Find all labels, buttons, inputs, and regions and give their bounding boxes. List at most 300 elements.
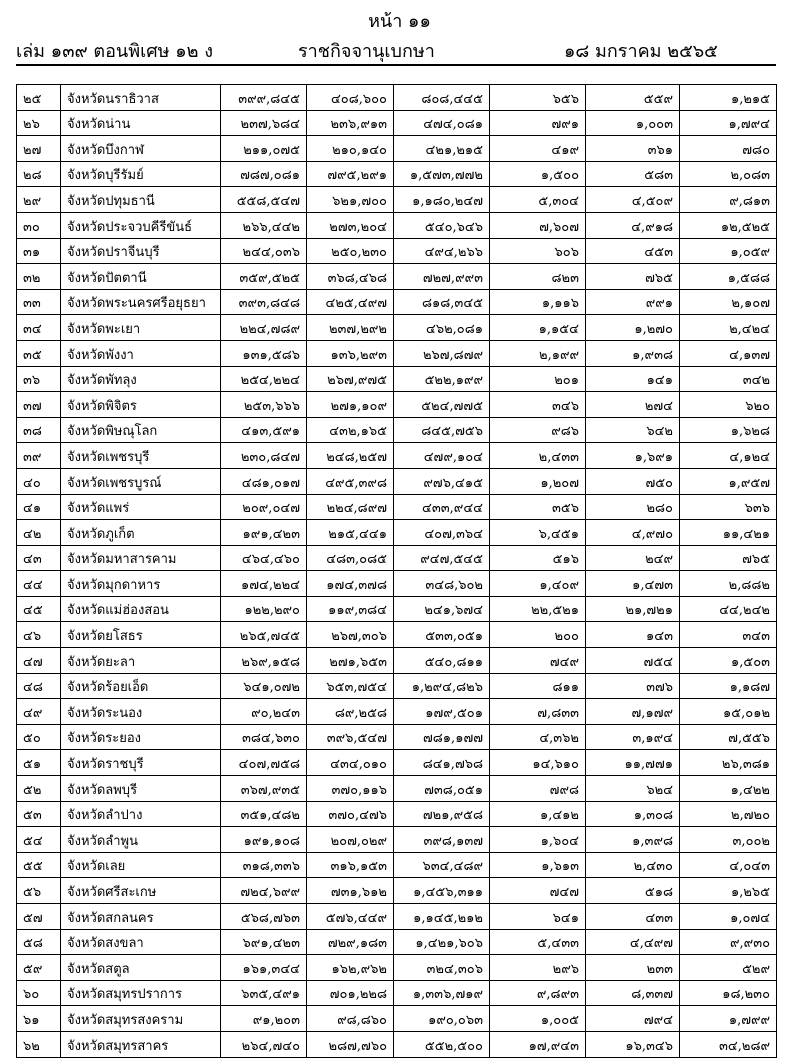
- province-name: จังหวัดยะลา: [61, 648, 221, 674]
- value-cell: ๕๑๖: [490, 545, 586, 571]
- value-cell: ๑,๔๕๖,๓๑๑: [394, 878, 490, 904]
- value-cell: ๒๖๕,๗๔๕: [221, 622, 307, 648]
- value-cell: ๒๔๘,๒๕๗: [307, 443, 394, 469]
- value-cell: ๗,๑๗๙: [586, 699, 680, 725]
- value-cell: ๑,๓๙๘: [586, 827, 680, 853]
- row-number: ๕๗: [17, 904, 61, 930]
- value-cell: ๔๙๕,๓๙๘: [307, 468, 394, 494]
- value-cell: ๘๒๓: [490, 264, 586, 290]
- province-name: จังหวัดบุรีรัมย์: [61, 161, 221, 187]
- row-number: ๕๕: [17, 852, 61, 878]
- value-cell: ๓๔๓: [680, 622, 777, 648]
- value-cell: ๒๑๕,๔๔๑: [307, 520, 394, 546]
- value-cell: ๒๑,๗๒๑: [586, 596, 680, 622]
- row-number: ๓๙: [17, 443, 61, 469]
- value-cell: ๑๖๒,๙๖๒: [307, 955, 394, 981]
- value-cell: ๑๔๑: [586, 366, 680, 392]
- value-cell: ๔๔,๒๔๒: [680, 596, 777, 622]
- value-cell: ๒,๑๐๗: [680, 289, 777, 315]
- table-row: [17, 1031, 777, 1057]
- value-cell: ๒,๔๒๔: [680, 315, 777, 341]
- table-row: [17, 494, 777, 520]
- value-cell: ๙,๙๓๐: [680, 929, 777, 955]
- table-row: [17, 955, 777, 981]
- value-cell: ๔๒๑,๒๑๕: [394, 136, 490, 162]
- row-number: ๓๖: [17, 366, 61, 392]
- value-cell: ๘๔๕,๗๕๖: [394, 417, 490, 443]
- province-name: จังหวัดระนอง: [61, 699, 221, 725]
- value-cell: ๒๓๗,๒๙๒: [307, 315, 394, 341]
- value-cell: ๕๒๔,๗๗๕: [394, 392, 490, 418]
- value-cell: ๔๑๙: [490, 136, 586, 162]
- value-cell: ๔๒๕,๔๙๗: [307, 289, 394, 315]
- province-name: จังหวัดพะเยา: [61, 315, 221, 341]
- table-row: [17, 161, 777, 187]
- value-cell: ๗๙๘: [490, 776, 586, 802]
- value-cell: ๕๗๖,๔๔๙: [307, 904, 394, 930]
- table-row: [17, 827, 777, 853]
- table-row: [17, 289, 777, 315]
- value-cell: ๑,๑๑๖: [490, 289, 586, 315]
- value-cell: ๓๖๘,๔๖๘: [307, 264, 394, 290]
- table-row: [17, 136, 777, 162]
- value-cell: ๖๓๖: [680, 494, 777, 520]
- value-cell: ๗๕๐: [586, 468, 680, 494]
- value-cell: ๒๐๑: [490, 366, 586, 392]
- province-name: จังหวัดสมุทรปราการ: [61, 980, 221, 1006]
- value-cell: ๔,๑๒๔: [680, 443, 777, 469]
- province-name: จังหวัดสมุทรสาคร: [61, 1031, 221, 1057]
- table-row: [17, 980, 777, 1006]
- value-cell: ๔,๐๔๓: [680, 852, 777, 878]
- province-name: จังหวัดภูเก็ต: [61, 520, 221, 546]
- value-cell: ๑,๖๑๓: [490, 852, 586, 878]
- volume-info: เล่ม ๑๓๙ ตอนพิเศษ ๑๒ ง: [16, 41, 214, 62]
- value-cell: ๑,๕๐๐: [490, 161, 586, 187]
- value-cell: ๕๒๙: [680, 955, 777, 981]
- row-number: ๓๕: [17, 340, 61, 366]
- value-cell: ๑,๑๕๔: [490, 315, 586, 341]
- value-cell: ๑,๒๙๔,๘๒๖: [394, 673, 490, 699]
- province-name: จังหวัดพระนครศรีอยุธยา: [61, 289, 221, 315]
- value-cell: ๖๕๓,๗๕๔: [307, 673, 394, 699]
- value-cell: ๗๘๐: [680, 136, 777, 162]
- value-cell: ๒๔๑,๖๗๔: [394, 596, 490, 622]
- value-cell: ๓๕๖: [490, 494, 586, 520]
- province-name: จังหวัดสมุทรสงคราม: [61, 1006, 221, 1032]
- value-cell: ๒,๔๓๓: [490, 443, 586, 469]
- value-cell: ๗๖๕: [680, 545, 777, 571]
- value-cell: ๒,๑๙๙: [490, 340, 586, 366]
- province-name: จังหวัดราชบุรี: [61, 750, 221, 776]
- value-cell: ๔๐๗,๓๖๔: [394, 520, 490, 546]
- table-row: [17, 596, 777, 622]
- province-name: จังหวัดเลย: [61, 852, 221, 878]
- value-cell: ๒๓๓: [586, 955, 680, 981]
- value-cell: ๗,๘๓๓: [490, 699, 586, 725]
- value-cell: ๖๓๕,๔๙๑: [221, 980, 307, 1006]
- value-cell: ๒๒,๕๒๑: [490, 596, 586, 622]
- value-cell: ๔,๙๑๘: [586, 212, 680, 238]
- province-name: จังหวัดแพร่: [61, 494, 221, 520]
- row-number: ๒๖: [17, 110, 61, 136]
- row-number: ๒๕: [17, 85, 61, 111]
- value-cell: ๑,๐๕๙: [680, 238, 777, 264]
- value-cell: ๑,๗๙๔: [680, 110, 777, 136]
- value-cell: ๒๔๙: [586, 545, 680, 571]
- value-cell: ๒๐๙,๐๔๗: [221, 494, 307, 520]
- table-row: [17, 110, 777, 136]
- value-cell: ๒๗๓,๒๐๔: [307, 212, 394, 238]
- value-cell: ๕๕๙: [586, 85, 680, 111]
- value-cell: ๒๕๔,๒๒๔: [221, 366, 307, 392]
- province-name: จังหวัดน่าน: [61, 110, 221, 136]
- value-cell: ๔๑๓,๕๙๑: [221, 417, 307, 443]
- row-number: ๓๒: [17, 264, 61, 290]
- row-number: ๓๑: [17, 238, 61, 264]
- row-number: ๕๑: [17, 750, 61, 776]
- value-cell: ๔๐๘,๖๐๐: [307, 85, 394, 111]
- value-cell: ๓๔,๒๘๙: [680, 1031, 777, 1057]
- value-cell: ๓,๐๐๒: [680, 827, 777, 853]
- value-cell: ๙๐,๒๔๓: [221, 699, 307, 725]
- value-cell: ๑๙๑,๑๐๘: [221, 827, 307, 853]
- province-name: จังหวัดพิษณุโลก: [61, 417, 221, 443]
- value-cell: ๗๒๙,๑๘๓: [307, 929, 394, 955]
- value-cell: ๖๐๖: [490, 238, 586, 264]
- row-number: ๕๘: [17, 929, 61, 955]
- value-cell: ๒๑๑,๐๗๕: [221, 136, 307, 162]
- value-cell: ๖๒๐: [680, 392, 777, 418]
- value-cell: ๗๓๑,๖๑๒: [307, 878, 394, 904]
- value-cell: ๙๘,๘๖๐: [307, 1006, 394, 1032]
- value-cell: ๖๕๖: [490, 85, 586, 111]
- value-cell: ๗๘๑,๑๗๗: [394, 724, 490, 750]
- value-cell: ๑๒,๕๒๕: [680, 212, 777, 238]
- value-cell: ๒๖๗,๙๗๕: [307, 366, 394, 392]
- value-cell: ๕๔๐,๘๑๑: [394, 648, 490, 674]
- value-cell: ๑,๗๙๙: [680, 1006, 777, 1032]
- value-cell: ๔๐๗,๗๕๘: [221, 750, 307, 776]
- value-cell: ๒๖๗,๘๗๙: [394, 340, 490, 366]
- value-cell: ๓๖๑: [586, 136, 680, 162]
- table-row: [17, 187, 777, 213]
- value-cell: ๑๖,๓๔๖: [586, 1031, 680, 1057]
- value-cell: ๕,๓๐๔: [490, 187, 586, 213]
- province-name: จังหวัดสตูล: [61, 955, 221, 981]
- value-cell: ๑๓๖,๒๙๓: [307, 340, 394, 366]
- table-row: [17, 929, 777, 955]
- value-cell: ๒,๐๘๓: [680, 161, 777, 187]
- value-cell: ๑,๕๘๘: [680, 264, 777, 290]
- table-row: [17, 520, 777, 546]
- value-cell: ๒๓๐,๘๔๗: [221, 443, 307, 469]
- value-cell: ๒๗๑,๑๐๙: [307, 392, 394, 418]
- value-cell: ๑,๖๙๑: [586, 443, 680, 469]
- value-cell: ๑,๕๗๓,๗๗๒: [394, 161, 490, 187]
- value-cell: ๑๗๔,๓๗๘: [307, 571, 394, 597]
- row-number: ๕๓: [17, 801, 61, 827]
- row-number: ๖๐: [17, 980, 61, 1006]
- value-cell: ๓๑๖,๑๕๓: [307, 852, 394, 878]
- value-cell: ๕๒๒,๑๙๙: [394, 366, 490, 392]
- row-number: ๓๗: [17, 392, 61, 418]
- province-name: จังหวัดลำพูน: [61, 827, 221, 853]
- value-cell: ๕,๔๓๓: [490, 929, 586, 955]
- province-name: จังหวัดพิจิตร: [61, 392, 221, 418]
- row-number: ๔๓: [17, 545, 61, 571]
- value-cell: ๒๗๔: [586, 392, 680, 418]
- value-cell: ๔๘๓,๐๘๕: [307, 545, 394, 571]
- value-cell: ๒,๗๒๐: [680, 801, 777, 827]
- table-row: [17, 366, 777, 392]
- table-row: [17, 904, 777, 930]
- value-cell: ๑,๒๗๐: [586, 315, 680, 341]
- value-cell: ๑๑๙,๓๘๔: [307, 596, 394, 622]
- value-cell: ๖๓๔,๔๘๙: [394, 852, 490, 878]
- value-cell: ๖๙๑,๔๒๓: [221, 929, 307, 955]
- value-cell: ๕๑๘: [586, 878, 680, 904]
- province-name: จังหวัดเพชรบูรณ์: [61, 468, 221, 494]
- table-row: [17, 392, 777, 418]
- value-cell: ๓๗๐,๔๗๖: [307, 801, 394, 827]
- value-cell: ๘๑๘,๓๔๕: [394, 289, 490, 315]
- value-cell: ๓๒๔,๓๐๖: [394, 955, 490, 981]
- value-cell: ๑,๑๘๐,๒๔๗: [394, 187, 490, 213]
- value-cell: ๙๗๖,๔๑๕: [394, 468, 490, 494]
- province-name: จังหวัดนราธิวาส: [61, 85, 221, 111]
- value-cell: ๓๙๘,๑๓๗: [394, 827, 490, 853]
- value-cell: ๑,๔๒๑,๖๐๖: [394, 929, 490, 955]
- province-name: จังหวัดพัทลุง: [61, 366, 221, 392]
- value-cell: ๔๗๙,๑๐๔: [394, 443, 490, 469]
- table-row: [17, 776, 777, 802]
- table-row: [17, 340, 777, 366]
- province-name: จังหวัดเพชรบุรี: [61, 443, 221, 469]
- row-number: ๖๑: [17, 1006, 61, 1032]
- value-cell: ๔,๑๓๗: [680, 340, 777, 366]
- value-cell: ๔,๙๗๐: [586, 520, 680, 546]
- value-cell: ๒๘๐: [586, 494, 680, 520]
- province-name: จังหวัดบึงกาฬ: [61, 136, 221, 162]
- row-number: ๔๒: [17, 520, 61, 546]
- row-number: ๖๒: [17, 1031, 61, 1057]
- value-cell: ๖,๔๕๑: [490, 520, 586, 546]
- value-cell: ๒๖,๓๘๑: [680, 750, 777, 776]
- province-name: จังหวัดปราจีนบุรี: [61, 238, 221, 264]
- value-cell: ๓๗๖: [586, 673, 680, 699]
- value-cell: ๒๒๔,๘๙๗: [307, 494, 394, 520]
- row-number: ๒๘: [17, 161, 61, 187]
- province-name: จังหวัดพังงา: [61, 340, 221, 366]
- value-cell: ๙๔๗,๕๔๕: [394, 545, 490, 571]
- value-cell: ๘,๓๓๗: [586, 980, 680, 1006]
- value-cell: ๙๙๑: [586, 289, 680, 315]
- row-number: ๕๐: [17, 724, 61, 750]
- value-cell: ๑๗๙,๕๐๑: [394, 699, 490, 725]
- value-cell: ๑,๐๗๔: [680, 904, 777, 930]
- province-name: จังหวัดศรีสะเกษ: [61, 878, 221, 904]
- table-row: [17, 417, 777, 443]
- population-table: [16, 84, 777, 1058]
- row-number: ๔๗: [17, 648, 61, 674]
- value-cell: ๑๓๑,๕๘๖: [221, 340, 307, 366]
- province-name: จังหวัดประจวบคีรีขันธ์: [61, 212, 221, 238]
- value-cell: ๑๗,๙๔๓: [490, 1031, 586, 1057]
- value-cell: ๒๓๖,๙๑๓: [307, 110, 394, 136]
- value-cell: ๑,๙๓๘: [586, 340, 680, 366]
- value-cell: ๒๓๗,๖๘๔: [221, 110, 307, 136]
- value-cell: ๓๕๙,๕๒๕: [221, 264, 307, 290]
- value-cell: ๑,๒๑๕: [680, 85, 777, 111]
- value-cell: ๑,๒๐๗: [490, 468, 586, 494]
- row-number: ๕๖: [17, 878, 61, 904]
- value-cell: ๗,๕๕๖: [680, 724, 777, 750]
- value-cell: ๗๐๑,๒๒๘: [307, 980, 394, 1006]
- table-row: [17, 85, 777, 111]
- value-cell: ๒๐๗,๐๒๙: [307, 827, 394, 853]
- value-cell: ๒๖๗,๓๐๖: [307, 622, 394, 648]
- value-cell: ๖๒๔: [586, 776, 680, 802]
- value-cell: ๗๒๔,๖๙๙: [221, 878, 307, 904]
- value-cell: ๑,๒๖๕: [680, 878, 777, 904]
- row-number: ๓๘: [17, 417, 61, 443]
- province-name: จังหวัดลพบุรี: [61, 776, 221, 802]
- value-cell: ๘๙,๒๕๘: [307, 699, 394, 725]
- value-cell: ๔๖๔,๔๖๐: [221, 545, 307, 571]
- value-cell: ๖๒๑,๗๐๐: [307, 187, 394, 213]
- table-row: [17, 878, 777, 904]
- value-cell: ๑,๖๐๔: [490, 827, 586, 853]
- table-row: [17, 1006, 777, 1032]
- table-row: [17, 315, 777, 341]
- value-cell: ๑,๓๓๖,๗๑๙: [394, 980, 490, 1006]
- table-row: [17, 648, 777, 674]
- value-cell: ๑,๔๗๓: [586, 571, 680, 597]
- value-cell: ๕๕๒,๕๐๐: [394, 1031, 490, 1057]
- province-name: จังหวัดมหาสารคาม: [61, 545, 221, 571]
- table-row: [17, 724, 777, 750]
- value-cell: ๑,๑๔๕,๒๑๒: [394, 904, 490, 930]
- value-cell: ๔๘๑,๐๑๗: [221, 468, 307, 494]
- value-cell: ๗๕๔: [586, 648, 680, 674]
- province-name: จังหวัดปัตตานี: [61, 264, 221, 290]
- value-cell: ๓๙๓,๘๔๘: [221, 289, 307, 315]
- value-cell: ๑๑,๔๒๑: [680, 520, 777, 546]
- table-row: [17, 852, 777, 878]
- value-cell: ๔,๕๐๙: [586, 187, 680, 213]
- value-cell: ๗๖๕: [586, 264, 680, 290]
- value-cell: ๔,๔๙๗: [586, 929, 680, 955]
- value-cell: ๑๙๑,๔๒๓: [221, 520, 307, 546]
- value-cell: ๗๒๑,๙๕๘: [394, 801, 490, 827]
- page-number: หน้า ๑๑: [368, 11, 431, 32]
- value-cell: ๑,๖๒๘: [680, 417, 777, 443]
- value-cell: ๙๑,๒๐๓: [221, 1006, 307, 1032]
- row-number: ๔๖: [17, 622, 61, 648]
- value-cell: ๑,๔๑๒: [490, 801, 586, 827]
- row-number: ๓๐: [17, 212, 61, 238]
- value-cell: ๗๔๙: [490, 648, 586, 674]
- value-cell: ๒๒๔,๗๘๙: [221, 315, 307, 341]
- value-cell: ๑,๑๘๗: [680, 673, 777, 699]
- value-cell: ๓๖๗,๙๓๕: [221, 776, 307, 802]
- value-cell: ๑,๓๐๘: [586, 801, 680, 827]
- province-name: จังหวัดยโสธร: [61, 622, 221, 648]
- value-cell: ๗๓๘,๐๕๑: [394, 776, 490, 802]
- gazette-header: [16, 36, 776, 62]
- value-cell: ๔๕๓: [586, 238, 680, 264]
- table-row: [17, 673, 777, 699]
- table-row: [17, 238, 777, 264]
- value-cell: ๓๗๐,๑๑๖: [307, 776, 394, 802]
- province-name: จังหวัดแม่ฮ่องสอน: [61, 596, 221, 622]
- value-cell: ๓๙๖,๕๔๗: [307, 724, 394, 750]
- value-cell: ๑๒๒,๒๙๐: [221, 596, 307, 622]
- row-number: ๔๕: [17, 596, 61, 622]
- value-cell: ๔๖๒,๐๘๑: [394, 315, 490, 341]
- row-number: ๕๔: [17, 827, 61, 853]
- value-cell: ๑๑,๗๗๑: [586, 750, 680, 776]
- table-row: [17, 468, 777, 494]
- value-cell: ๗,๖๐๗: [490, 212, 586, 238]
- value-cell: ๒๕๐,๒๓๐: [307, 238, 394, 264]
- value-cell: ๑,๐๐๕: [490, 1006, 586, 1032]
- value-cell: ๗๙๔: [586, 1006, 680, 1032]
- value-cell: ๙,๘๙๓: [490, 980, 586, 1006]
- value-cell: ๔,๓๖๒: [490, 724, 586, 750]
- value-cell: ๕๔๐,๖๔๖: [394, 212, 490, 238]
- value-cell: ๒๖๙,๑๕๘: [221, 648, 307, 674]
- value-cell: ๖๔๑: [490, 904, 586, 930]
- value-cell: ๒,๔๓๐: [586, 852, 680, 878]
- value-cell: ๕๘๓: [586, 161, 680, 187]
- row-number: ๓๔: [17, 315, 61, 341]
- publication-date: ๑๘ มกราคม ๒๕๖๕: [564, 41, 718, 62]
- value-cell: ๒,๘๘๒: [680, 571, 777, 597]
- row-number: ๔๐: [17, 468, 61, 494]
- value-cell: ๒๖๖,๔๔๒: [221, 212, 307, 238]
- value-cell: ๒๕๓,๖๖๖: [221, 392, 307, 418]
- value-cell: ๘๑๑: [490, 673, 586, 699]
- value-cell: ๑๙๐,๐๖๓: [394, 1006, 490, 1032]
- header-rule: [16, 64, 776, 66]
- value-cell: ๔๓๔,๐๑๐: [307, 750, 394, 776]
- row-number: ๕๙: [17, 955, 61, 981]
- value-cell: ๑๔๓: [586, 622, 680, 648]
- table-row: [17, 622, 777, 648]
- value-cell: ๗๙๑: [490, 110, 586, 136]
- value-cell: ๒๗๑,๖๕๓: [307, 648, 394, 674]
- value-cell: ๕๖๘,๗๖๓: [221, 904, 307, 930]
- value-cell: ๓,๑๙๔: [586, 724, 680, 750]
- value-cell: ๓๑๘,๓๓๖: [221, 852, 307, 878]
- value-cell: ๑๘,๒๓๐: [680, 980, 777, 1006]
- row-number: ๒๗: [17, 136, 61, 162]
- value-cell: ๒๑๐,๑๔๐: [307, 136, 394, 162]
- value-cell: ๗๔๗: [490, 878, 586, 904]
- province-name: จังหวัดสกลนคร: [61, 904, 221, 930]
- row-number: ๒๙: [17, 187, 61, 213]
- table-row: [17, 545, 777, 571]
- table-row: [17, 212, 777, 238]
- value-cell: ๘๔๑,๗๖๘: [394, 750, 490, 776]
- value-cell: ๒๘๗,๗๖๐: [307, 1031, 394, 1057]
- value-cell: ๑,๕๐๓: [680, 648, 777, 674]
- row-number: ๔๑: [17, 494, 61, 520]
- value-cell: ๒๖๔,๗๔๐: [221, 1031, 307, 1057]
- row-number: ๓๓: [17, 289, 61, 315]
